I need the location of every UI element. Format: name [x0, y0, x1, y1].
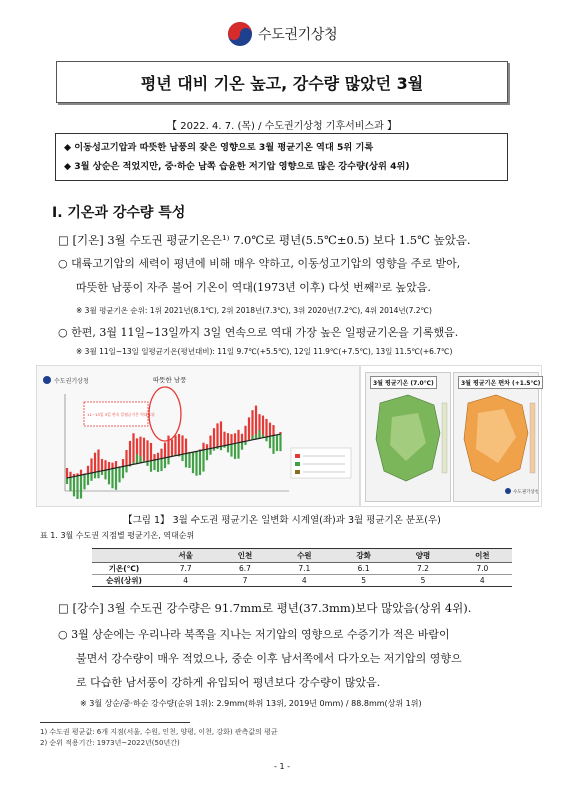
row-header: 순위(상위) — [92, 575, 156, 587]
temperature-bar — [80, 475, 82, 498]
temperature-note: ※ 3월 11일~13일 일평균기온(평년대비): 11일 9.7℃(+5.5℃), 12일 11.9℃(+7.5℃), 13일 11.5℃(+6.7℃) — [76, 347, 453, 356]
temperature-bar — [230, 444, 232, 456]
temperature-distribution-maps — [360, 365, 542, 507]
map-graphic — [366, 373, 450, 501]
temperature-bar — [244, 426, 246, 442]
colorbar — [530, 403, 535, 473]
temperature-bar — [157, 459, 159, 472]
temperature-bar — [76, 476, 78, 499]
temperature-bar — [97, 472, 99, 479]
dateline: 【 2022. 4. 7. (목) / 수도권기상청 기후서비스과 】 — [167, 121, 397, 132]
temperature-bar — [69, 477, 71, 491]
temperature-bar — [111, 463, 113, 469]
footnote: 2) 순위 적용기간: 1973년~2022년(50년간) — [40, 739, 180, 747]
temperature-bar — [237, 443, 239, 459]
temperature-bar — [255, 406, 257, 440]
temperature-bar — [258, 430, 260, 438]
temperature-timeseries-figure — [36, 365, 360, 507]
temperature-bar — [164, 458, 166, 468]
temperature-bar — [202, 450, 204, 472]
table-column-header: 인천 — [215, 549, 274, 563]
temperature-bar — [108, 469, 110, 484]
temperature-bar — [87, 466, 89, 474]
temperature-bar — [136, 454, 138, 463]
temperature-bar — [125, 450, 127, 466]
temperature-note: ※ 3월 평균기온 순위: 1위 2021년(8.1℃), 2위 2018년(7.3℃), 3위 2020년(7.2℃), 4위 2014년(7.2℃) — [76, 306, 432, 315]
temperature-bar — [66, 478, 68, 484]
precipitation-bullet-cont: 불면서 강수량이 매우 적었으나, 중순 이후 남서쪽에서 다가오는 저기압의 영향으 — [76, 652, 462, 665]
temperature-bar — [94, 472, 96, 478]
table-cell: 4 — [275, 575, 334, 587]
temperature-bar — [87, 474, 89, 485]
footnote: 1) 수도권 평균값: 6개 지점(서울, 수원, 인천, 양평, 이천, 강화) 관측값의 평균 — [40, 728, 278, 736]
table-cell: 5 — [334, 575, 393, 587]
legend-swatch — [295, 462, 300, 466]
map-graphic — [454, 373, 538, 501]
map-title: 3월 평균기온 편차 (+1.5℃) — [458, 376, 543, 389]
temperature-bar — [241, 434, 243, 442]
table-cell: 7.2 — [393, 563, 452, 575]
temperature-heading: □ [기온] 3월 수도권 평균기온은¹⁾ 7.0℃로 평년(5.5℃±0.5) 보다 1.5℃ 높았음. — [58, 233, 471, 247]
temperature-anomaly-map — [453, 372, 539, 502]
temperature-bar — [230, 434, 232, 444]
temperature-bar — [80, 470, 82, 475]
temperature-bar — [234, 433, 236, 443]
precipitation-note: ※ 3월 상순/중·하순 강수량(순위 1위): 2.9mm(하위 13위, 2019년 0mm) / 88.8mm(상위 1위) — [80, 699, 422, 708]
agency-logo — [228, 22, 337, 46]
temperature-bar — [108, 462, 110, 469]
table-cell: 6.1 — [334, 563, 393, 575]
temperature-bar — [248, 417, 250, 440]
temperature-bar — [104, 460, 106, 470]
temperature-bar — [195, 451, 197, 475]
table-column-header: 강화 — [334, 549, 393, 563]
temperature-bar — [125, 466, 127, 473]
temperature-bar — [153, 454, 155, 460]
temperature-bar — [209, 436, 211, 449]
temperature-bar — [73, 477, 75, 497]
timeseries-graphic — [37, 366, 359, 506]
footnote-divider — [40, 722, 190, 723]
page-number: - 1 - — [274, 762, 290, 771]
kma-emblem-icon — [43, 376, 51, 384]
temperature-bar — [234, 443, 236, 458]
temperature-bar — [223, 432, 225, 446]
table-column-header: 수원 — [275, 549, 334, 563]
temperature-bar — [174, 435, 176, 455]
temperature-bar — [272, 425, 274, 435]
legend-swatch — [295, 470, 300, 474]
section-title: Ⅰ. 기온과 강수량 특성 — [52, 205, 186, 221]
temperature-bar — [157, 453, 159, 460]
table-header-row — [92, 549, 512, 563]
temperature-bar — [115, 468, 117, 490]
agency-name: 수도권기상청 — [258, 27, 338, 43]
temperature-bar — [202, 443, 204, 450]
temperature-bullet-cont: 따뜻한 남풍이 자주 불어 기온이 역대(1973년 이후) 다섯 번째²⁾로 높았음. — [76, 281, 431, 294]
temperature-bar — [171, 439, 173, 456]
table-corner — [92, 549, 156, 563]
summary-box — [55, 133, 508, 181]
temperature-bar — [167, 436, 169, 458]
temperature-bar — [97, 449, 99, 471]
temperature-bar — [227, 445, 229, 452]
table-cell: 7.7 — [156, 563, 215, 575]
temperature-bar — [188, 453, 190, 468]
temperature-bar — [209, 448, 211, 454]
temperature-bar — [213, 428, 215, 448]
legend-swatch — [295, 454, 300, 458]
temperature-bar — [118, 467, 120, 482]
annotation-text: 11~13일 3일 연속 일평균기온 역대 1위 — [87, 412, 155, 417]
temperature-bar — [104, 470, 106, 479]
temperature-bar — [164, 443, 166, 458]
temperature-bar — [181, 435, 183, 454]
temperature-bar — [262, 416, 264, 438]
table-column-header: 서울 — [156, 549, 215, 563]
temperature-bar — [153, 460, 155, 470]
temperature-bar — [216, 423, 218, 447]
temperature-bar — [115, 461, 117, 468]
station-temperature-table — [92, 548, 512, 587]
temperature-bar — [132, 433, 134, 464]
precipitation-heading: □ [강수] 3월 수도권 강수량은 91.7mm로 평년(37.3mm)보다 많았음(상위 4위). — [58, 601, 472, 615]
figure-logo: 수도권기상청 — [54, 378, 89, 385]
table-column-header: 양평 — [393, 549, 452, 563]
temperature-bar — [122, 466, 124, 478]
row-header: 기온(℃) — [92, 563, 156, 575]
temperature-bar — [167, 457, 169, 464]
temperature-bar — [220, 421, 222, 446]
table-cell: 7 — [215, 575, 274, 587]
summary-item: ◆ 3월 상순은 적었지만, 중·하순 남쪽 습윤한 저기압 영향으로 많은 강수량(상위 4위) — [64, 161, 410, 172]
table-cell: 4 — [453, 575, 512, 587]
temperature-bar — [237, 430, 239, 443]
table-row — [92, 575, 512, 587]
temperature-bar — [265, 419, 267, 437]
temperature-bar — [199, 451, 201, 475]
temperature-bar — [227, 433, 229, 445]
temperature-bar — [181, 454, 183, 461]
map-title: 3월 평균기온 (7.0℃) — [370, 376, 437, 389]
table-cell: 7.1 — [275, 563, 334, 575]
colorbar — [442, 403, 447, 473]
kma-emblem-icon — [505, 488, 511, 494]
temperature-bar — [94, 453, 96, 473]
summary-item: ◆ 이동성고기압과 따뜻한 남풍의 잦은 영향으로 3월 평균기온 역대 5위 기록 — [64, 142, 374, 153]
temperature-bar — [251, 410, 253, 440]
temperature-bar — [90, 473, 92, 481]
temperature-bar — [111, 469, 113, 489]
temperature-bar — [178, 434, 180, 455]
temperature-bar — [69, 472, 71, 478]
table-cell: 4 — [156, 575, 215, 587]
temperature-bar — [90, 458, 92, 473]
temperature-bar — [206, 449, 208, 460]
table-column-header: 이천 — [453, 549, 512, 563]
temperature-bar — [276, 435, 278, 451]
temperature-bullet: ○ 한편, 3월 11일~13일까지 3일 연속으로 역대 가장 높은 일평균기온을 기록했음. — [58, 326, 459, 339]
temperature-bar — [160, 459, 162, 472]
table-row — [92, 563, 512, 575]
temperature-bar — [150, 443, 152, 461]
temperature-bar — [269, 436, 271, 448]
temperature-bar — [122, 459, 124, 466]
temperature-bar — [185, 454, 187, 468]
temperature-bullet: ○ 대륙고기압의 세력이 평년에 비해 매우 약하고, 이동성고기압의 영향을 주로 받아, — [58, 257, 461, 270]
temperature-bar — [185, 439, 187, 454]
temperature-bar — [101, 459, 103, 471]
table-cell: 6.7 — [215, 563, 274, 575]
document-title: 평년 대비 기온 높고, 강수량 많았던 3월 — [56, 61, 508, 103]
temperature-bar — [139, 456, 141, 463]
mean-temperature-map — [365, 372, 451, 502]
temperature-bar — [269, 423, 271, 437]
precipitation-bullet: ○ 3월 상순에는 우리나라 북쪽을 지나는 저기압의 영향으로 수증기가 적은 바람이 — [58, 628, 450, 641]
temperature-bar — [143, 438, 145, 462]
temperature-bar — [272, 436, 274, 454]
map-logo: 수도권기상청 — [513, 490, 538, 495]
temperature-bar — [192, 452, 194, 473]
table-cell: 5 — [393, 575, 452, 587]
temperature-bar — [66, 468, 68, 478]
temperature-bar — [83, 474, 85, 489]
temperature-bar — [129, 441, 131, 465]
temperature-bar — [160, 449, 162, 459]
figure-caption: 【그림 1】 3월 수도권 평균기온 일변화 시계열(좌)과 3월 평균기온 분포(우) — [123, 515, 441, 526]
temperature-bar — [146, 440, 148, 461]
temperature-bar — [150, 461, 152, 472]
callout-text: 따뜻한 남풍 — [153, 376, 187, 384]
table-title: 표 1. 3월 수도권 지점별 평균기온, 역대순위 — [40, 531, 195, 540]
kma-emblem-icon — [228, 22, 252, 46]
table-cell: 7.0 — [453, 563, 512, 575]
temperature-bar — [279, 434, 281, 451]
temperature-bar — [241, 442, 243, 450]
precipitation-bullet-cont: 로 다습한 남서풍이 강하게 유입되어 평년보다 강수량이 많았음. — [76, 676, 381, 689]
